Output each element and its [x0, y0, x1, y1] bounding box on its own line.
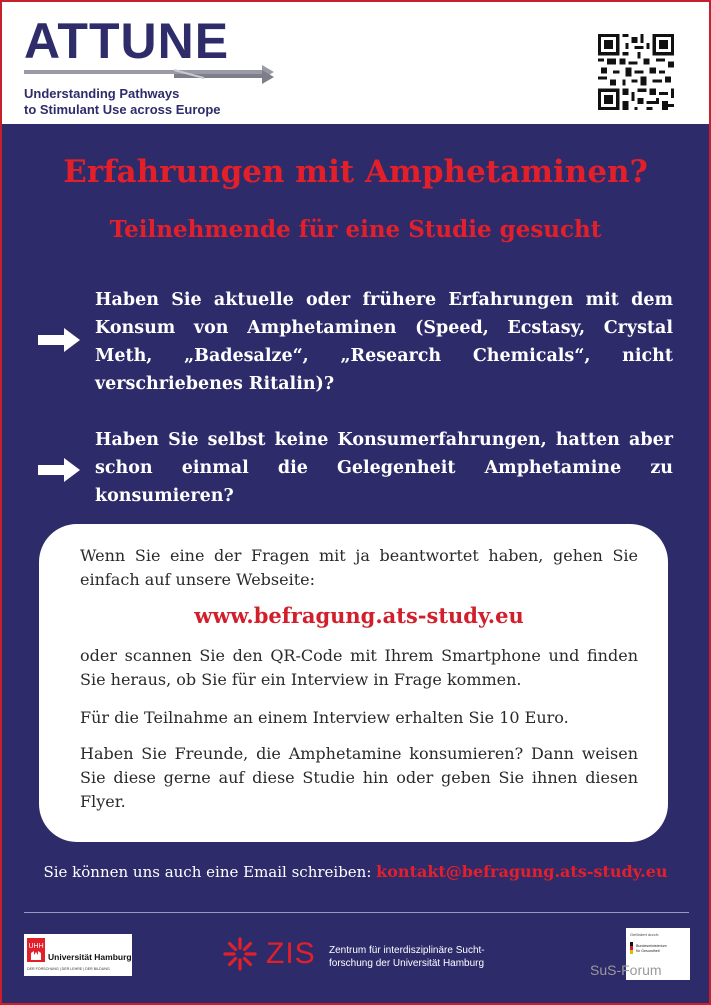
info-box [39, 524, 668, 842]
zis-subtitle-line-1: Zentrum für interdisziplinäre Sucht- [329, 945, 485, 956]
tagline [24, 86, 221, 118]
tagline-line-1: Understanding Pathways [24, 86, 180, 101]
uhh-motto: DER FORSCHUNG | DER LEHRE | DER BILDUNG [27, 967, 110, 971]
question-2: Haben Sie selbst keine Konsumerfahrungen, hatten aber schon einmal die Gelegenheit Amphetamine zu konsumieren? [95, 430, 673, 506]
uhh-name: Universität Hamburg [48, 952, 132, 962]
attune-arrows-icon [24, 64, 276, 84]
info-intro: Wenn Sie eine der Fragen mit ja beantwortet haben, gehen Sie einfach auf unsere Webseite: [80, 546, 638, 589]
attune-logo-text: ATTUNE [24, 13, 230, 69]
contact-text: Sie können uns auch eine Email schreiben: [43, 863, 377, 881]
zis-subtitle-line-2: forschung der Universität Hamburg [329, 958, 485, 969]
zis-subtitle [329, 944, 485, 970]
qr-code-icon[interactable] [598, 34, 674, 110]
uhh-logo [24, 934, 132, 976]
zis-burst-icon [222, 936, 258, 972]
right-arrow-icon [38, 458, 80, 482]
contact-email-link[interactable]: kontakt@befragung.ats-study.eu [376, 862, 668, 881]
tagline-line-2: to Stimulant Use across Europe [24, 102, 221, 117]
uhh-abbr: UHH [28, 943, 44, 950]
page-subtitle: Teilnehmende für eine Studie gesucht [109, 216, 602, 243]
page-title: Erfahrungen mit Amphetaminen? [63, 154, 648, 190]
contact-line [2, 862, 709, 881]
info-qr-text: oder scannen Sie den QR-Code mit Ihrem Smartphone und finden Sie heraus, ob Sie für ein Interview in Frage kommen. [80, 646, 638, 689]
question-1: Haben Sie aktuelle oder frühere Erfahrungen mit dem Konsum von Amphetaminen (Speed, Ecstasy, Crystal Meth, „Badesalze“, „Research Chemicals“, nicht verschriebenes Ritalin)? [95, 290, 673, 394]
bmg-name-1: Bundesministerium [636, 944, 667, 948]
info-friends: Haben Sie Freunde, die Amphetamine konsumieren? Dann weisen Sie diese gerne auf diese Studie hin oder geben Sie ihnen diesen Flyer. [80, 744, 638, 811]
zis-logo-text: ZIS [266, 937, 316, 970]
right-arrow-icon [38, 328, 80, 352]
watermark: SuS-Forum [590, 962, 662, 978]
info-reward: Für die Teilnahme an einem Interview erhalten Sie 10 Euro. [80, 708, 569, 727]
header [2, 2, 709, 124]
website-link[interactable]: www.befragung.ats-study.eu [194, 603, 524, 628]
bmg-caption: Gefördert durch: [630, 932, 660, 937]
footer-divider [24, 912, 689, 913]
bmg-name-2: für Gesundheit [636, 949, 660, 953]
main-panel [2, 124, 709, 1003]
